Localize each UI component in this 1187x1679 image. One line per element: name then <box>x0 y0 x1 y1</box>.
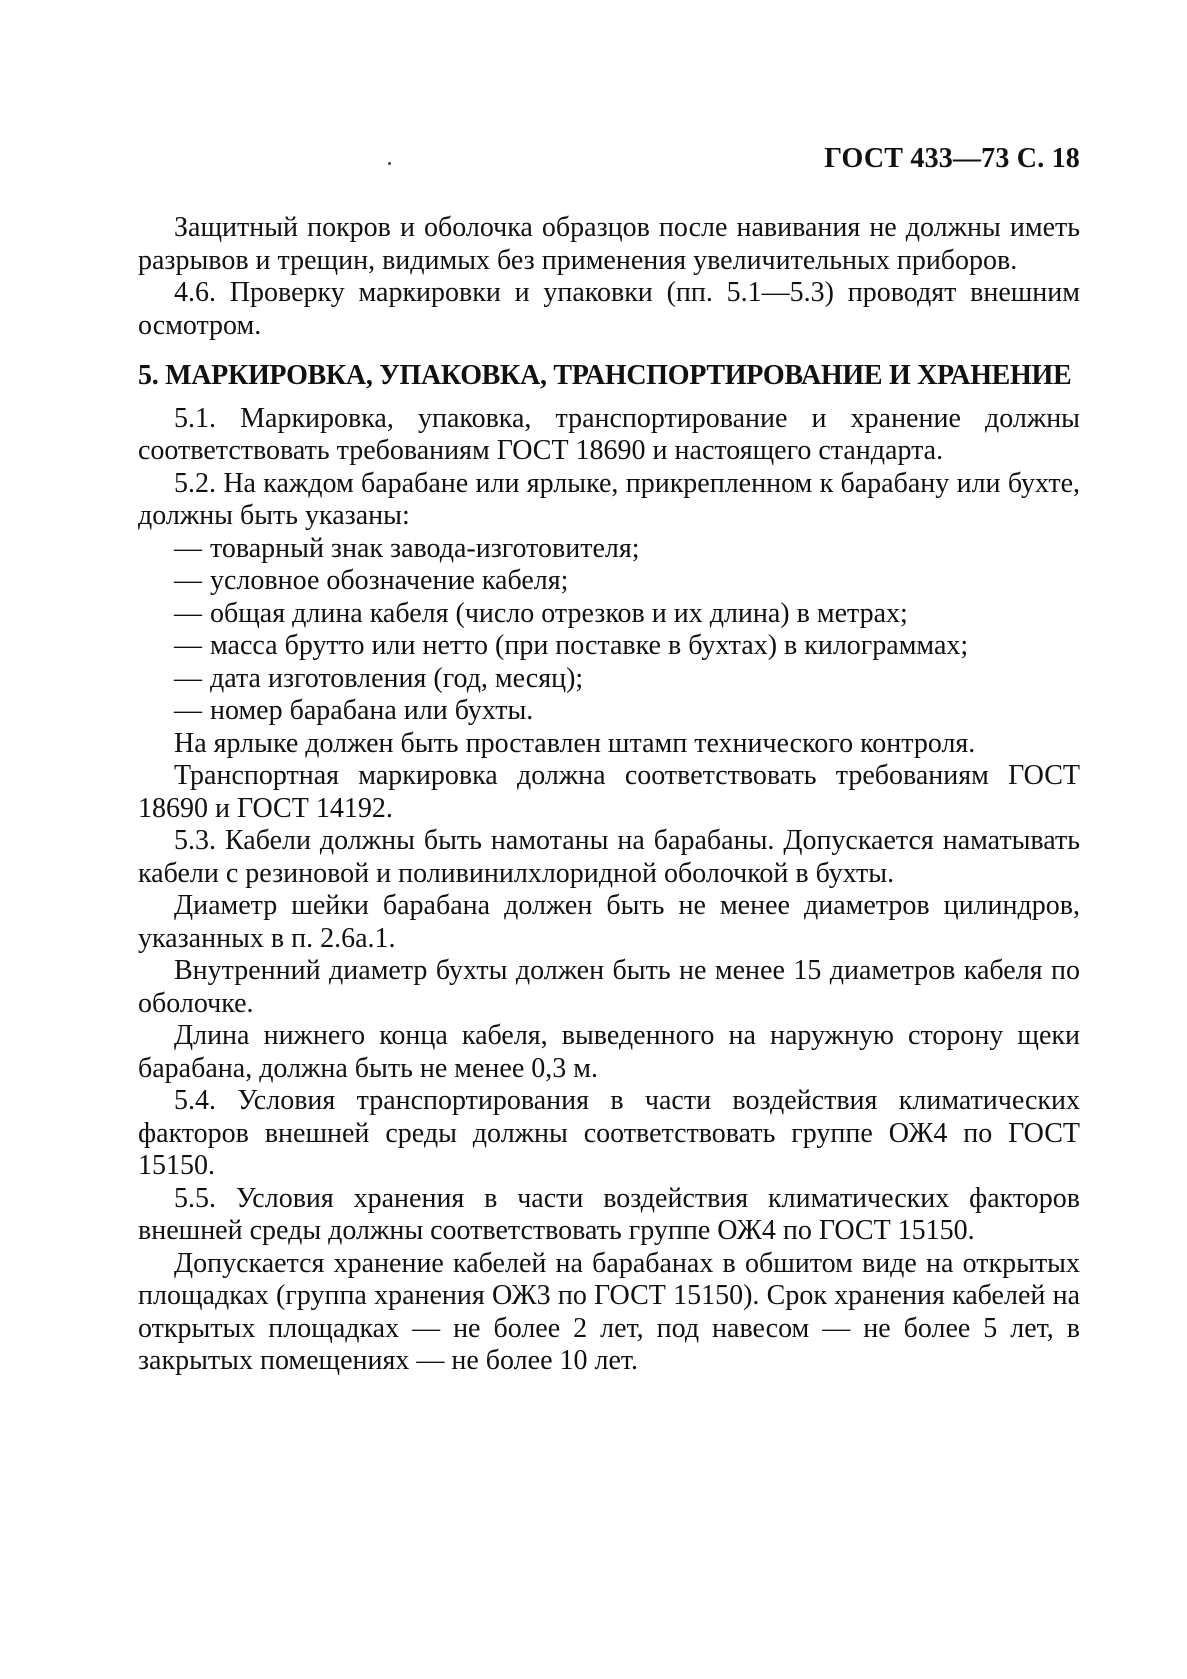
section-heading: 5. МАРКИРОВКА, УПАКОВКА, ТРАНСПОРТИРОВАНИЕ И ХРАНЕНИЕ <box>138 360 1072 391</box>
list-item <box>174 630 1080 663</box>
list-item <box>174 695 1080 728</box>
dash-mark: — <box>174 565 202 596</box>
dash-mark: — <box>174 597 202 629</box>
paragraph-5-3: 5.3. Кабели должны быть намотаны на барабаны. Допускается наматывать кабели с резиновой и поливинилхлоридной оболочкой в бухты. <box>138 825 1080 889</box>
paragraph-5-5: 5.5. Условия хранения в части воздействия климатических факторов внешней среды должны соответствовать группе ОЖ4 по ГОСТ 15150. <box>138 1182 1080 1246</box>
dash-mark: — <box>174 630 202 661</box>
document-body <box>138 212 1080 1378</box>
paragraph-stamp: На ярлыке должен быть проставлен штамп технического контроля. <box>174 727 976 759</box>
paragraph-5-1: 5.1. Маркировка, упаковка, транспортирование и хранение должны соответствовать требованиям ГОСТ 18690 и настоящего стандарта. <box>138 402 1080 466</box>
list-item-text: условное обозначение кабеля; <box>210 565 569 596</box>
paragraph-protective-cover: Защитный покров и оболочка образцов после навивания не должны иметь разрывов и трещин, видимых без применения увеличительных приборов. <box>138 212 1080 276</box>
list-item <box>174 565 1080 598</box>
dash-mark: — <box>174 662 202 694</box>
list-item-text: масса брутто или нетто (при поставке в бухтах) в килограммах; <box>210 630 969 661</box>
paragraph-5-4: 5.4. Условия транспортирования в части воздействия климатических факторов внешней среды должны соответствовать группе ОЖ4 по ГОСТ 15150. <box>138 1085 1080 1181</box>
paragraph-storage: Допускается хранение кабелей на барабанах в обшитом виде на открытых площадках (группа хранения ОЖ3 по ГОСТ 15150). Срок хранения кабелей на открытых площадках — не более 2 лет, под навесом — не более 5 лет, в закрытых помещениях — не более 10 лет. <box>138 1247 1080 1376</box>
paragraph-transport-marking: Транспортная маркировка должна соответствовать требованиям ГОСТ 18690 и ГОСТ 14192. <box>138 760 1080 824</box>
list-item-text: номер барабана или бухты. <box>210 695 534 726</box>
paragraph-lower-end: Длина нижнего конца кабеля, выведенного на наружную сторону щеки барабана, должна быть не менее 0,3 м. <box>138 1020 1080 1084</box>
page-header: ГОСТ 433—73 С. 18 <box>824 143 1080 174</box>
paragraph-4-6: 4.6. Проверку маркировки и упаковки (пп. 5.1—5.3) проводят внешним осмотром. <box>138 277 1080 341</box>
list-item-text: общая длина кабеля (число отрезков и их длина) в метрах; <box>210 597 908 629</box>
dash-mark: — <box>174 695 202 726</box>
list-item <box>174 533 1080 566</box>
scan-speck <box>388 162 391 165</box>
paragraph-drum-diameter: Диаметр шейки барабана должен быть не менее диаметров цилиндров, указанных в п. 2.6а.1. <box>138 890 1080 954</box>
list-item <box>174 598 1080 631</box>
list-item-text: товарный знак завода-изготовителя; <box>210 532 640 564</box>
list-item <box>174 663 1080 696</box>
paragraph-5-2: 5.2. На каждом барабане или ярлыке, прикрепленном к барабану или бухте, должны быть указаны: <box>138 467 1080 531</box>
list-item-text: дата изготовления (год, месяц); <box>210 662 584 694</box>
dash-mark: — <box>174 532 202 564</box>
marking-list <box>138 533 1080 728</box>
paragraph-coil-diameter: Внутренний диаметр бухты должен быть не менее 15 диаметров кабеля по оболочке. <box>138 955 1080 1019</box>
